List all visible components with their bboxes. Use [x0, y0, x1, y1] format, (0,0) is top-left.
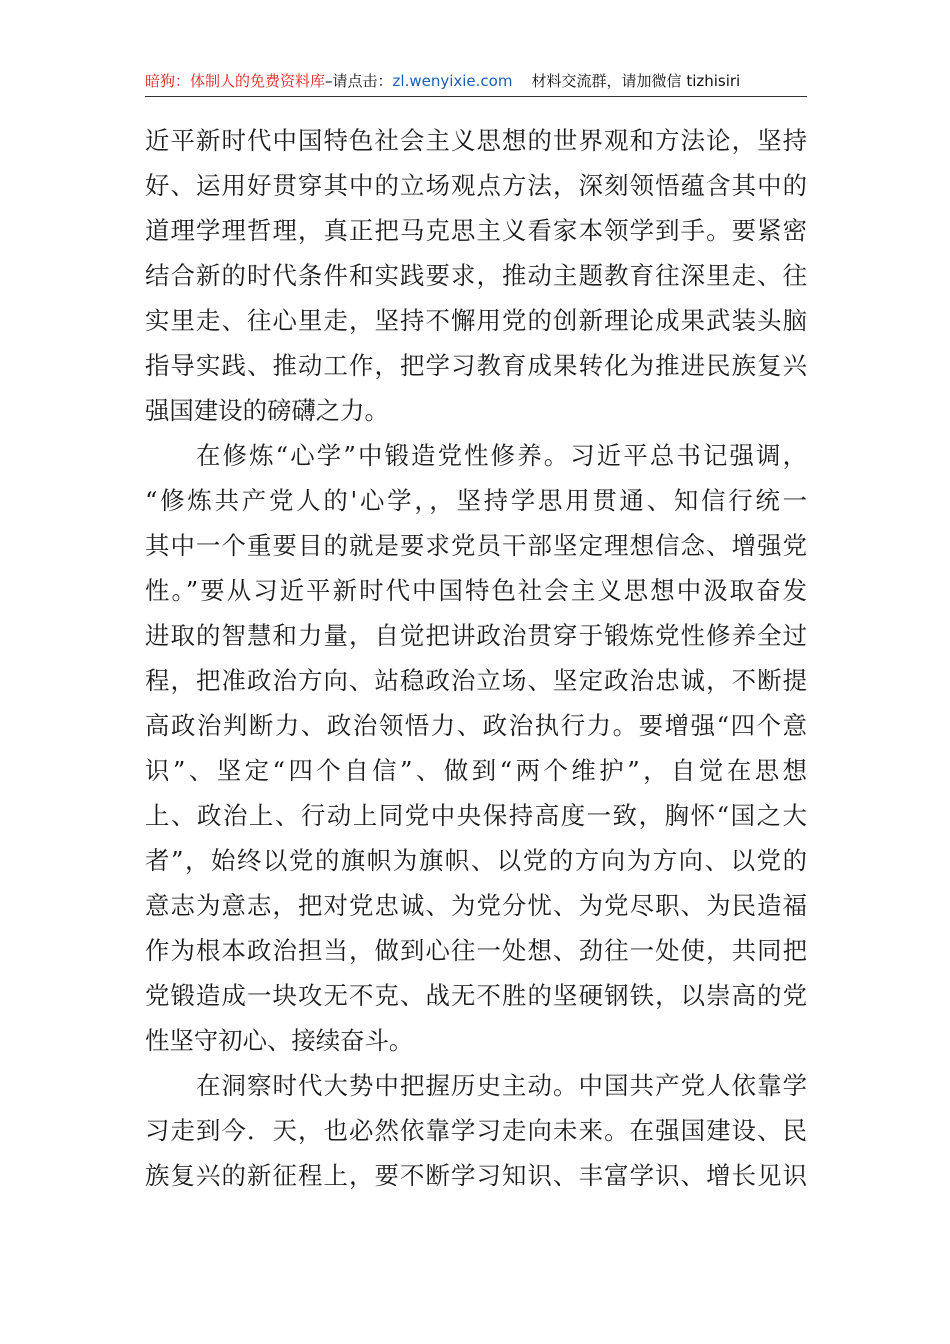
text-line: 其中一个重要目的就是要求党员干部坚定理想信念、增强党: [145, 531, 807, 560]
text-line: 党锻造成一块攻无不克、战无不胜的坚硬钢铁，以崇高的党: [145, 981, 807, 1010]
page-header: [145, 70, 807, 92]
text-line: 性坚守初心、接续奋斗。: [145, 1026, 414, 1055]
text-line: 者”，始终以党的旗帜为旗帜、以党的方向为方向、以党的: [145, 846, 807, 875]
text-line: 道理学理哲理，真正把马克思主义看家本领学到手。要紧密: [145, 216, 807, 245]
site-url-link[interactable]: zl.wenyixie.com: [392, 72, 513, 90]
text-line: 高政治判断力、政治领悟力、政治执行力。要增强“四个意: [145, 711, 807, 740]
text-line: 在洞察时代大势中把握历史主动。中国共产党人依靠学: [196, 1071, 807, 1100]
click-label: –请点击：: [325, 72, 393, 90]
document-body: [145, 118, 807, 1198]
text-line: 进取的智慧和力量，自觉把讲政治贯穿于锻炼党性修养全过: [145, 621, 807, 650]
text-line: 实里走、往心里走，坚持不懈用党的创新理论成果武装头脑: [145, 306, 807, 335]
text-line: 性。”要从习近平新时代中国特色社会主义思想中汲取奋发: [145, 576, 807, 605]
text-line: 上、政治上、行动上同党中央保持高度一致，胸怀“国之大: [145, 801, 807, 830]
text-line: 族复兴的新征程上，要不断学习知识、丰富学识、增长见识: [145, 1161, 807, 1190]
text-line: 习走到今．天，也必然依靠学习走向未来。在强国建设、民: [145, 1116, 807, 1145]
text-line: “修炼共产党人的'心学，，坚持学思用贯通、知信行统一: [145, 486, 807, 515]
text-line: 近平新时代中国特色社会主义思想的世界观和方法论，坚持: [145, 126, 807, 155]
text-line: 结合新的时代条件和实践要求，推动主题教育往深里走、往: [145, 261, 807, 290]
text-line: 识”、坚定“四个自信”、做到“两个维护”，自觉在思想: [145, 756, 807, 785]
text-line: 好、运用好贯穿其中的立场观点方法，深刻领悟蕴含其中的: [145, 171, 807, 200]
text-line: 指导实践、推动工作，把学习教育成果转化为推进民族复兴: [145, 351, 807, 380]
header-divider: [145, 96, 807, 97]
text-line: 强国建设的磅礴之力。: [145, 396, 389, 425]
site-label: 暗狗：体制人的免费资料库: [145, 72, 326, 90]
text-line: 意志为意志，把对党忠诚、为党分忧、为党尽职、为民造福: [145, 891, 807, 920]
text-line: 在修炼“心学”中锻造党性修养。习近平总书记强调，: [196, 441, 807, 470]
text-line: 作为根本政治担当，做到心往一处想、劲往一处使，共同把: [145, 936, 807, 965]
text-line: 程，把准政治方向、站稳政治立场、坚定政治忠诚，不断提: [145, 666, 807, 695]
contact-text: 材料交流群，请加微信 tizhisiri: [531, 72, 741, 90]
